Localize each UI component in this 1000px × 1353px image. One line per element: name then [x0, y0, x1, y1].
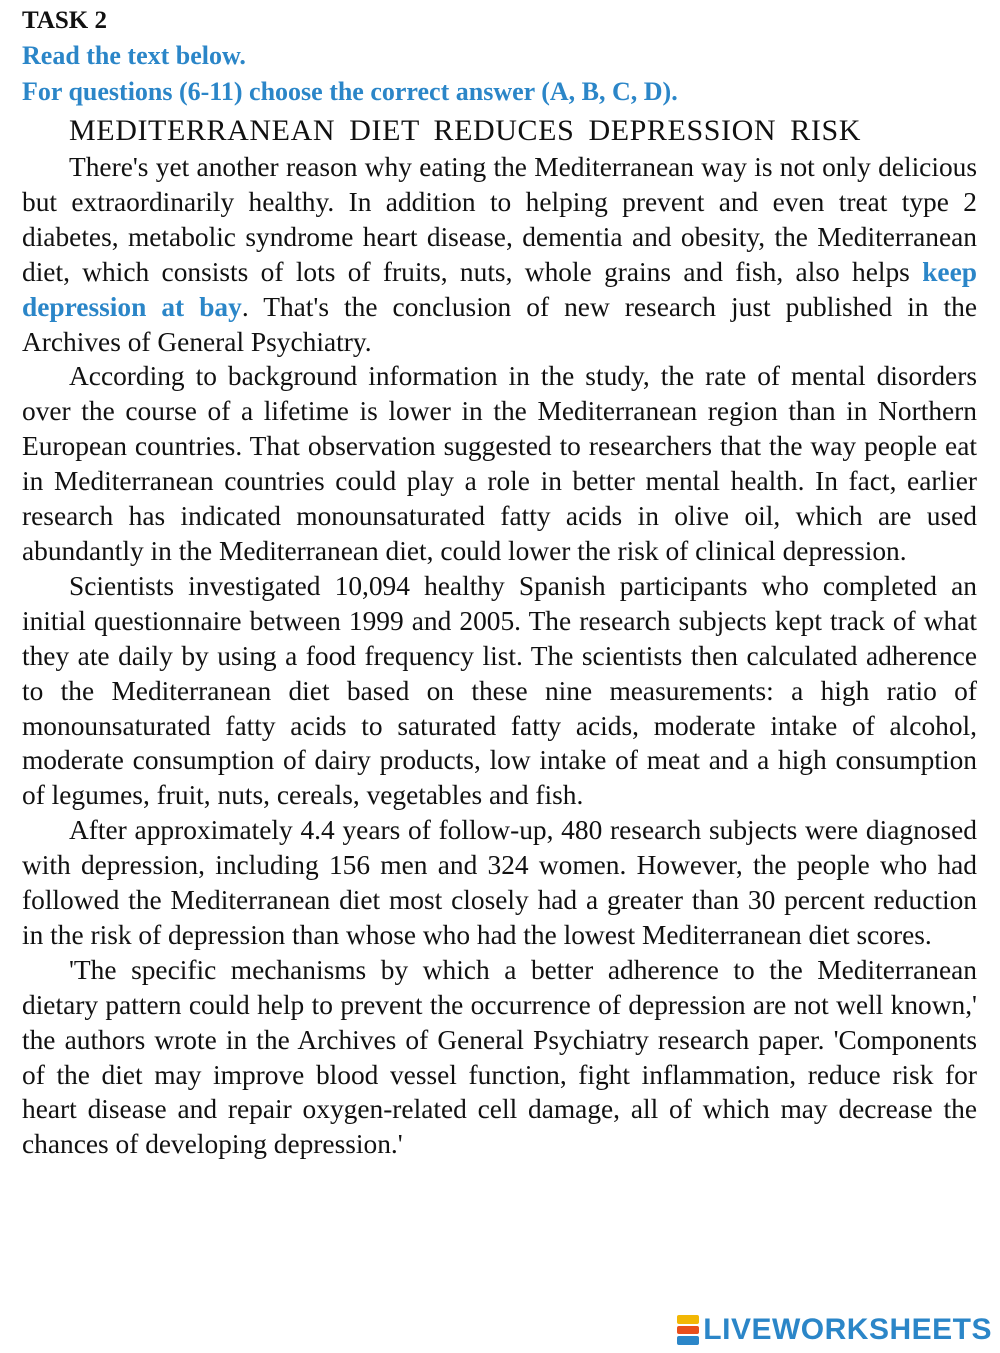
logo-bar-blue [677, 1336, 699, 1345]
paragraph-2: According to background information in the study, the rate of mental disorders over the course of a lifetime is lower in the Mediterranean region than in Northern European countries. That observation suggested to researchers that the way people eat in Mediterranean countries could play a role in better mental health. In fact, earlier research has indicated monounsaturated fatty acids in olive oil, which are used abundantly in the Mediterranean diet, could lower the risk of clinical depression. [22, 361, 977, 566]
paragraph-5: 'The specific mechanisms by which a better adherence to the Mediterranean dietary pattern could help to prevent the occurrence of depression are not well known,' the authors wrote in the Archives of General Psychiatry research paper. 'Components of the diet may improve blood vessel function, fight inflammation, reduce risk for heart disease and repair oxygen-related cell damage, all of which may decrease the chances of developing depression.' [22, 954, 977, 1160]
paragraph-1-end: . That's the conclusion of new research just published in the Archives of General Psychiatry. [22, 291, 977, 357]
paragraph-4: After approximately 4.4 years of follow-up, 480 research subjects were diagnosed with depression, including 156 men and 324 women. However, the people who had followed the Mediterranean diet most closely had a greater than 30 percent reduction in the risk of depression than whose who had the lowest Mediterranean diet scores. [22, 815, 977, 950]
article-title: MEDITERRANEAN DIET REDUCES DEPRESSION RISK [69, 114, 862, 147]
liveworksheets-logo-icon [677, 1315, 699, 1345]
logo-text: LIVEWORKSHEETS [703, 1313, 992, 1346]
logo-bar-yellow [677, 1315, 699, 1324]
worksheet-page [22, 0, 977, 1162]
paragraph-1-start: There's yet another reason why eating the Mediterranean way is not only delicious but extraordinarily healthy. In addition to helping prevent and even treat type 2 diabetes, metabolic syndrome heart disease, dementia and obesity, the Mediterranean diet, which consists of lots of fruits, nuts, whole grains and fish, also helps [22, 152, 977, 287]
liveworksheets-logo [677, 1311, 992, 1349]
instruction-read: Read the text below. [22, 41, 246, 70]
highlighted-phrase: keep depression at bay [22, 256, 977, 322]
logo-bar-orange [677, 1326, 699, 1335]
paragraph-3: Scientists investigated 10,094 healthy Spanish participants who completed an initial questionnaire between 1999 and 2005. The research subjects kept track of what they ate daily by using a food frequency list. The scientists then calculated adherence to the Mediterranean diet based on these nine measurements: a high ratio of monounsaturated fatty acids to saturated fatty acids, moderate intake of alcohol, moderate consumption of dairy products, low intake of meat and a high consumption of legumes, fruit, nuts, cereals, vegetables and fish. [22, 570, 977, 811]
instruction-questions: For questions (6-11) choose the correct answer (A, B, C, D). [22, 77, 678, 106]
paragraph-1 [22, 150, 977, 359]
task-label: TASK 2 [22, 7, 107, 34]
